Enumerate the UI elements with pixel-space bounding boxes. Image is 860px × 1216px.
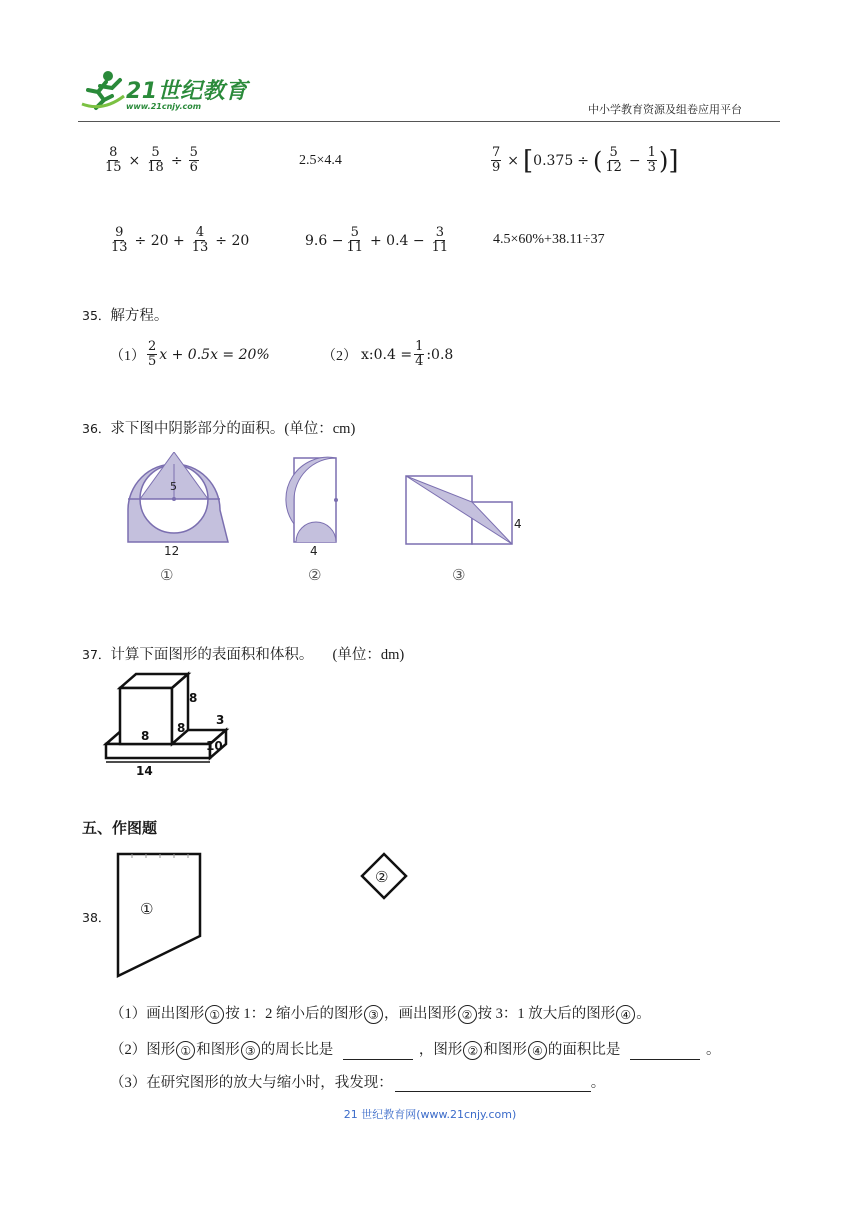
shape-1 <box>112 850 212 982</box>
numerator: 2 <box>148 339 157 354</box>
sub-text: 按 3：1 放大后的图形 <box>477 1006 616 1022</box>
shape-ref: ② <box>463 1041 482 1060</box>
equation-2 <box>322 340 453 369</box>
cube-height-label: 8 <box>189 691 198 705</box>
sub-text: ，画出图形 <box>384 1006 457 1022</box>
answer-blank-perimeter-ratio[interactable] <box>343 1059 413 1060</box>
fraction <box>146 146 165 175</box>
base-height-label: 3 <box>216 713 225 727</box>
fig1-label-5: 5 <box>170 480 177 493</box>
sub-question-1 <box>110 1002 651 1024</box>
fraction <box>345 226 364 255</box>
operator: ÷ <box>170 152 183 169</box>
unit-label: (单位：dm) <box>332 647 405 663</box>
header-divider <box>78 121 780 122</box>
shape-ref: ③ <box>364 1005 383 1024</box>
value: 0.375 <box>533 152 574 169</box>
numerator: 8 <box>109 145 118 160</box>
numerator: 9 <box>115 225 124 240</box>
denominator: 13 <box>111 240 128 255</box>
sub-text: 和图形 <box>196 1042 240 1058</box>
operator: ÷ 20 + <box>134 232 185 249</box>
numerator: 5 <box>151 145 160 160</box>
calc-expression-2: 2.5×4.4 <box>299 153 342 168</box>
denominator: 6 <box>189 160 198 175</box>
shape-ref: ④ <box>528 1041 547 1060</box>
fraction <box>604 146 623 175</box>
operator: × <box>507 152 520 169</box>
figure-1 <box>128 452 228 584</box>
base-depth-label: 10 <box>206 739 223 753</box>
logo-text: 21世纪教育 <box>126 79 248 104</box>
shape-ref: ① <box>176 1041 195 1060</box>
figure-2 <box>286 457 338 584</box>
numerator: 3 <box>435 225 445 240</box>
fig2-label-4: 4 <box>310 544 318 558</box>
denominator: 18 <box>147 160 164 175</box>
fig2-caption: ② <box>308 566 322 584</box>
shaded-area-figures <box>120 452 540 592</box>
denominator: 12 <box>605 160 622 175</box>
fraction <box>110 226 129 255</box>
sub-text: 。 <box>706 1042 721 1058</box>
sub-label: （3） <box>110 1075 147 1091</box>
question-35-heading <box>82 304 168 325</box>
fig1-caption: ① <box>160 566 174 584</box>
bracket: ] <box>668 145 679 176</box>
sub-text: 画出图形 <box>146 1006 205 1022</box>
fig3-label-4: 4 <box>514 517 522 531</box>
expr-part: + 0.4 − <box>370 232 425 249</box>
sub-text: 。 <box>636 1006 651 1022</box>
answer-blank-area-ratio[interactable] <box>630 1059 700 1060</box>
sub-text: 的周长比是 <box>260 1042 334 1058</box>
figure-3 <box>406 476 522 584</box>
fraction <box>191 226 210 255</box>
paren: ) <box>658 146 669 175</box>
sub-text: 的面积比是 <box>547 1042 621 1058</box>
expr-part: 9.6 − <box>305 232 344 249</box>
sub-question-3 <box>110 1071 605 1092</box>
question-title: 求下图中阴影部分的面积。(单位：cm) <box>110 421 356 437</box>
denominator: 9 <box>492 160 501 175</box>
fraction <box>491 146 501 175</box>
answer-blank-discovery[interactable] <box>395 1091 591 1092</box>
numerator: 7 <box>492 145 501 160</box>
bracket: [ <box>523 145 534 176</box>
base-length-label: 14 <box>136 764 153 778</box>
numerator: 1 <box>647 145 656 160</box>
shape-ref: ④ <box>616 1005 635 1024</box>
denominator: 3 <box>647 160 656 175</box>
cube-depth-label: 8 <box>177 721 186 735</box>
denominator: 13 <box>191 240 209 255</box>
numerator: 5 <box>350 225 359 240</box>
operator: ÷ <box>577 152 589 169</box>
runner-logo-icon <box>78 66 128 112</box>
shape-1-label: ① <box>140 900 154 918</box>
footer-link[interactable]: 21 世纪教育网(www.21cnjy.com) <box>343 1108 517 1121</box>
numerator: 4 <box>195 225 205 240</box>
denominator: 11 <box>346 240 363 255</box>
calc-expression-1 <box>102 146 201 175</box>
sub-text: 在研究图形的放大与缩小时，我发现： <box>146 1075 393 1091</box>
fraction <box>431 226 450 255</box>
section-title: 五、作图题 <box>82 819 158 837</box>
shape-ref: ③ <box>241 1041 260 1060</box>
question-title: 解方程。 <box>110 308 169 324</box>
sub-label: （2） <box>110 1042 147 1058</box>
question-number: 36． <box>82 421 111 436</box>
equation-text: x:0.4 = <box>361 346 413 363</box>
platform-label: 中小学教育资源及组卷应用平台 <box>588 103 742 116</box>
fraction <box>147 340 157 369</box>
denominator: 11 <box>431 240 449 255</box>
sub-text: 按 1：2 缩小后的图形 <box>225 1006 363 1022</box>
calc-expression-4 <box>108 226 253 255</box>
sub-text: 图形 <box>146 1042 176 1058</box>
calc-expression-3 <box>489 146 678 175</box>
sub-text: 。 <box>590 1075 606 1091</box>
fraction <box>414 340 424 369</box>
sub-label: （1） <box>110 1006 147 1022</box>
question-number: 35． <box>82 308 111 323</box>
numerator: 5 <box>609 145 618 160</box>
shape-2 <box>360 852 408 900</box>
question-36-heading <box>82 417 355 438</box>
operator: − <box>628 152 641 169</box>
calc-expression-5 <box>305 226 451 255</box>
fraction <box>104 146 123 175</box>
fraction <box>189 146 199 175</box>
question-38-number: 38． <box>82 910 111 925</box>
operator: ÷ 20 <box>215 232 250 249</box>
paren: ( <box>593 146 603 175</box>
logo-url: www.21cnjy.com <box>126 102 202 111</box>
denominator: 4 <box>415 354 424 369</box>
sub-label: （2） <box>322 348 357 364</box>
cube-width-label: 8 <box>141 729 150 743</box>
shape-2-label: ② <box>375 868 389 886</box>
question-title: 计算下面图形的表面积和体积。 <box>110 647 314 663</box>
sub-question-2 <box>110 1038 721 1060</box>
shape-ref: ② <box>458 1005 477 1024</box>
numerator: 1 <box>415 339 424 354</box>
solid-figure <box>100 668 250 780</box>
sub-label: （1） <box>110 348 145 364</box>
equation-text: :0.8 <box>426 346 454 363</box>
shape-ref: ① <box>205 1005 224 1024</box>
operator: × <box>128 152 141 169</box>
denominator: 15 <box>105 160 122 175</box>
equation-1 <box>110 340 270 369</box>
fig1-label-12: 12 <box>164 544 180 558</box>
numerator: 5 <box>189 145 198 160</box>
fraction <box>647 146 657 175</box>
equation-text: x + 0.5x = 20% <box>159 346 270 363</box>
calc-expression-6: 4.5×60%+38.11÷37 <box>493 232 605 247</box>
sub-text: ，图形 <box>418 1042 463 1058</box>
fig3-caption: ③ <box>452 566 466 584</box>
question-37-heading <box>82 643 404 664</box>
denominator: 5 <box>148 354 157 369</box>
question-number: 37． <box>82 647 111 662</box>
sub-text: 和图形 <box>483 1042 527 1058</box>
